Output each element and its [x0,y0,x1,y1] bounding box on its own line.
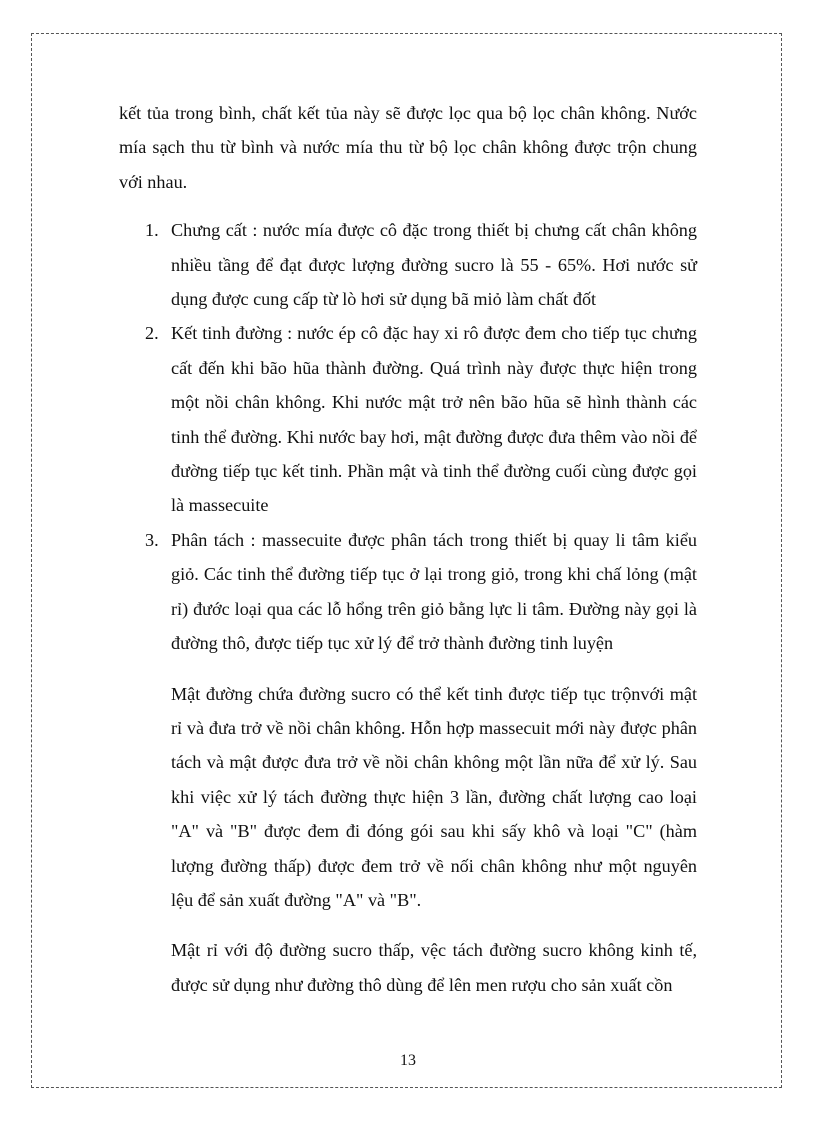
document-body [119,96,697,1018]
list-item-text: Chưng cất : nước mía được cô đặc trong thiết bị chưng cất chân không nhiều tầng để đạt được lượng đường sucro là 55 - 65%. Hơi nước sử dụng được cung cấp từ lò hơi sử dụng bã miỏ làm chất đốt [171,220,697,310]
body-paragraph: Mật rỉ với độ đường sucro thấp, vệc tách đường sucro không kinh tế, được sử dụng như đường thô dùng để lên men rượu cho sản xuất cồn [171,940,697,995]
list-item-text: Kết tinh đường : nước ép cô đặc hay xi rô được đem cho tiếp tục chưng cất đến khi bão hũa thành đường. Quá trình này được thực hiện trong một nồi chân không. Khi nước mật trở nên bão hũa sẽ hình thành các tinh thể đường. Khi nước bay hơi, mật đường được đưa thêm vào nồi để đường tiếp tục kết tinh. Phần mật và tinh thể đường cuối cùng được gọi là massecuite [171,323,697,516]
intro-paragraph: kết tủa trong bình, chất kết tủa này sẽ được lọc qua bộ lọc chân không. Nước mía sạch thu từ bình và nước mía thu từ bộ lọc chân không được trộn chung với nhau. [119,103,697,192]
list-item [119,316,697,522]
list-item-number: 3. [145,529,159,550]
process-steps-list [119,213,697,660]
list-item [119,523,697,661]
list-item-text: Phân tách : massecuite được phân tách trong thiết bị quay li tâm kiểu giỏ. Các tinh thể đường tiếp tục ở lại trong giỏ, trong khi chấ lỏng (mật rỉ) đước loại qua các lỗ hổng trên giỏ bằng lực li tâm. Đường này gọi là đường thô, được tiếp tục xử lý để trở thành đường tinh luyện [171,529,697,654]
body-paragraph: Mật đường chứa đường sucro có thể kết tinh được tiếp tục trộnvới mật rỉ và đưa trở về nồi chân không. Hỗn hợp massecuit mới này được phân tách và mật được đưa trở về nồi chân không một lần nữa để xử lý. Sau khi việc xử lý tách đường thực hiện 3 lần, đường chất lượng cao loại "A" và "B" được đem đi đóng gói sau khi sấy khô và loại "C" (hàm lượng đường thấp) được đem trở về nối chân không như một nguyên lệu để sản xuất đường "A" và "B". [171,683,697,910]
list-item-number: 1. [145,220,159,241]
list-item [119,213,697,316]
page-number: 13 [400,1052,416,1069]
list-item-number: 2. [145,323,159,344]
